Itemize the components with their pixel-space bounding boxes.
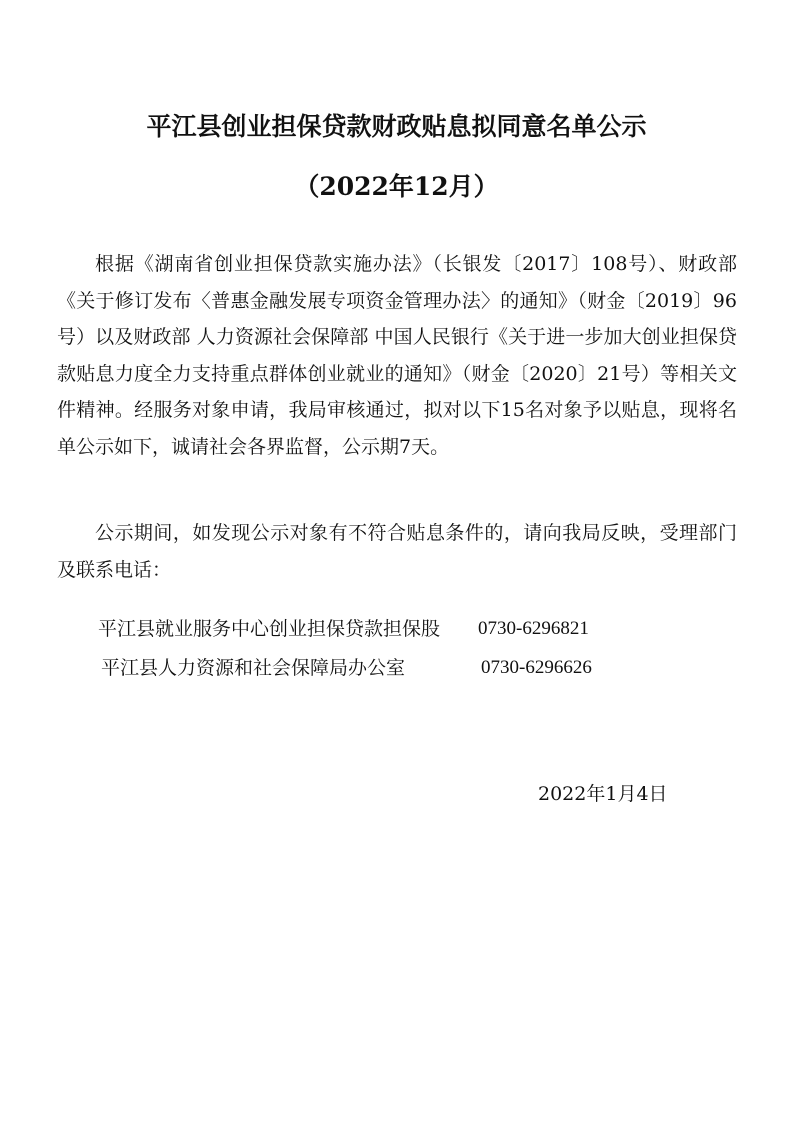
contact-phone: 0730-6296626 [481, 657, 592, 678]
contact-phone: 0730-6296821 [478, 618, 589, 639]
contact-department: 平江县人力资源和社会保障局办公室 [101, 657, 406, 679]
document-title: 平江县创业担保贷款财政贴息拟同意名单公示 [146, 112, 647, 141]
contact-department: 平江县就业服务中心创业担保贷款担保股 [98, 618, 441, 640]
document-subtitle: （2022年12月） [294, 172, 499, 201]
body-paragraph-basis: 根据《湖南省创业担保贷款实施办法》（长银发〔2017〕108号）、财政部《关于修订发布〈普惠金融发展专项资金管理办法〉的通知》（财金〔2019〕96号）以及财政部 人力资源社会保障部 中国人民银行《关于进一步加大创业担保贷款贴息力度全力支持重点群体创业就业的通知》（财金〔2020〕21号）等相关文件精神。经服务对象申请，我局审核通过，拟对以下15名对象予以贴息，现将名单公示如下，诚请社会各界监督，公示期7天。 [57, 253, 737, 458]
body-paragraph-objection: 公示期间，如发现公示对象有不符合贴息条件的，请向我局反映，受理部门及联系电话： [57, 522, 737, 581]
document-date: 2022年1月4日 [538, 783, 668, 805]
